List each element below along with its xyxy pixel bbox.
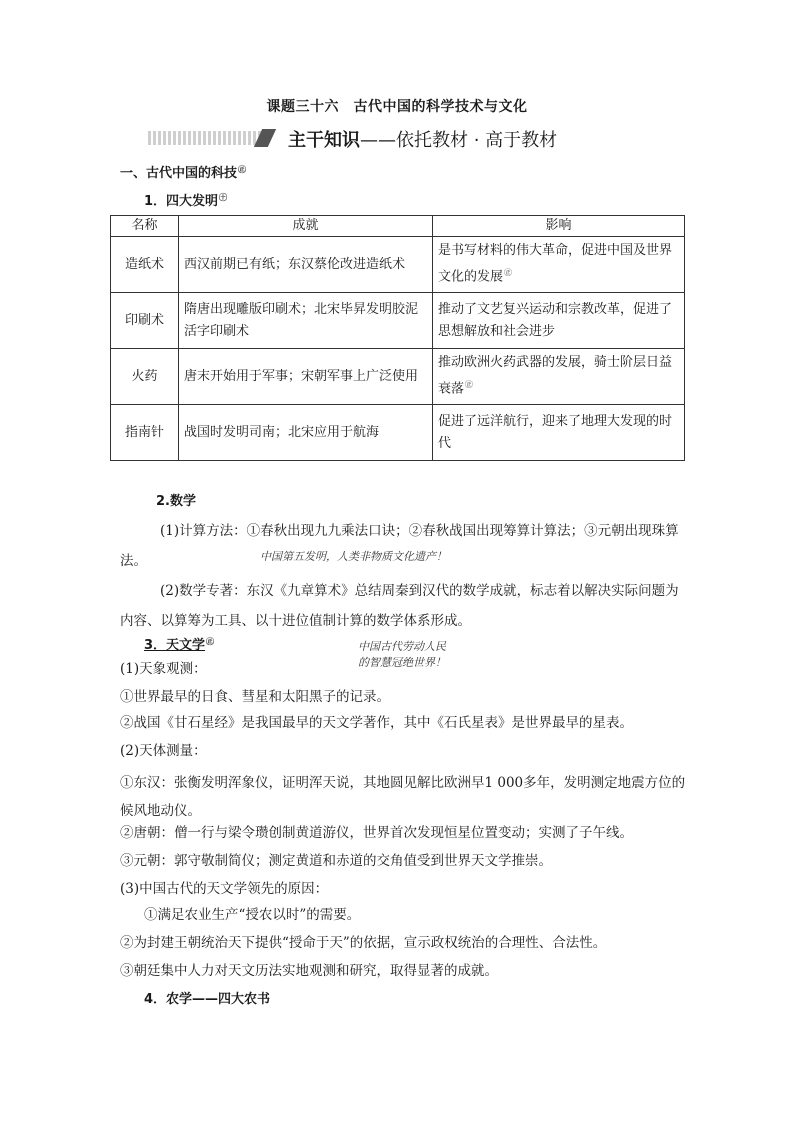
handwritten-note: 的智慧冠绝世界！	[358, 656, 446, 669]
cell-impact: 推动了文艺复兴运动和宗教改革，促进了思想解放和社会进步	[433, 293, 685, 349]
header-cell: 影响	[433, 216, 685, 237]
cell-name: 印刷术	[111, 293, 179, 349]
cell-name: 造纸术	[111, 237, 179, 293]
cell-achievement: 西汉前期已有纸；东汉蔡伦改进造纸术	[179, 237, 433, 293]
cell-name: 火药	[111, 349, 179, 405]
section-heading: 一、古代中国的科技㊣	[120, 164, 247, 181]
astronomy-heading: 3．天文学㊣	[144, 636, 215, 653]
astronomy-item: ②为封建王朝统治天下提供“授命于天”的依据，宣示政权统治的合理性、合法性。	[120, 935, 607, 951]
astronomy-item: ①东汉：张衡发明浑象仪，证明浑天说，其地圆见解比欧洲早1 000多年，发明测定地震方位的候风地动仪。	[120, 775, 686, 819]
table-header-row	[111, 216, 685, 237]
cell-achievement: 唐末开始用于军事；宋朝军事上广泛使用	[179, 349, 433, 405]
section-banner	[148, 126, 568, 152]
marker-icon: ㊣	[206, 636, 215, 646]
math-paragraph-1: (1)计算方法：①春秋出现九九乘法口诀；②春秋战国出现筹算计算法；③元朝出现珠算法。	[120, 523, 679, 569]
astronomy-subheading: (3)中国古代的天文学领先的原因：	[120, 881, 329, 897]
cell-name: 指南针	[111, 405, 179, 461]
math-heading: 2.数学	[156, 494, 196, 509]
astronomy-subheading: (1)天象观测：	[120, 661, 207, 677]
banner-stripe	[148, 131, 268, 145]
marker-icon: ㊣	[238, 164, 247, 174]
astronomy-item: ③朝廷集中人力对天文历法实地观测和研究，取得显著的成就。	[120, 963, 498, 979]
astronomy-item: ②唐朝：僧一行与梁令瓒创制黄道游仪，世界首次发现恒星位置变动；实测了子午线。	[120, 825, 633, 841]
table-row	[111, 349, 685, 405]
cell-achievement: 隋唐出现雕版印刷术；北宋毕昇发明胶泥活字印刷术	[179, 293, 433, 349]
inventions-table	[110, 215, 685, 461]
page-title: 课题三十六 古代中国的科学技术与文化	[266, 99, 528, 115]
cell-achievement: 战国时发明司南；北宋应用于航海	[179, 405, 433, 461]
cell-impact: 促进了远洋航行，迎来了地理大发现的时代	[433, 405, 685, 461]
table-row	[111, 293, 685, 349]
handwritten-note: 中国第五发明，人类非物质文化遗产！	[260, 550, 447, 563]
table-row	[111, 237, 685, 293]
header-cell: 名称	[111, 216, 179, 237]
table-row	[111, 405, 685, 461]
marker-icon: ㊉	[219, 192, 228, 202]
astronomy-subheading: (2)天体测量：	[120, 743, 207, 759]
astronomy-item: ③元朝：郭守敬制简仪；测定黄道和赤道的交角值受到世界天文学推崇。	[120, 853, 552, 869]
banner-text: 主干知识——依托教材 · 高于教材	[288, 130, 558, 151]
handwritten-note: 中国古代劳动人民	[358, 640, 446, 653]
subheading-four-inventions: 1．四大发明$^㊉$	[144, 192, 228, 209]
marker-icon: ㊣	[465, 380, 474, 390]
math-paragraph-2: (2)数学专著：东汉《九章算术》总结周秦到汉代的数学成就，标志着以解决实际问题为内容、以算筹为工具、以十进位值制计算的数学体系形成。	[120, 583, 679, 629]
header-cell: 成就	[179, 216, 433, 237]
agriculture-heading: 4．农学——四大农书	[144, 992, 271, 1007]
astronomy-item: ②战国《甘石星经》是我国最早的天文学著作，其中《石氏星表》是世界最早的星表。	[120, 715, 633, 731]
cell-impact: 是书写材料的伟大革命，促进中国及世界文化的发展㊣	[433, 237, 685, 293]
cell-impact: 推动欧洲火药武器的发展，骑士阶层日益衰落㊣	[433, 349, 685, 405]
marker-icon: ㊣	[504, 268, 513, 278]
astronomy-item: ①世界最早的日食、彗星和太阳黑子的记录。	[120, 689, 390, 705]
astronomy-item: ①满足农业生产“授农以时”的需要。	[144, 907, 361, 923]
